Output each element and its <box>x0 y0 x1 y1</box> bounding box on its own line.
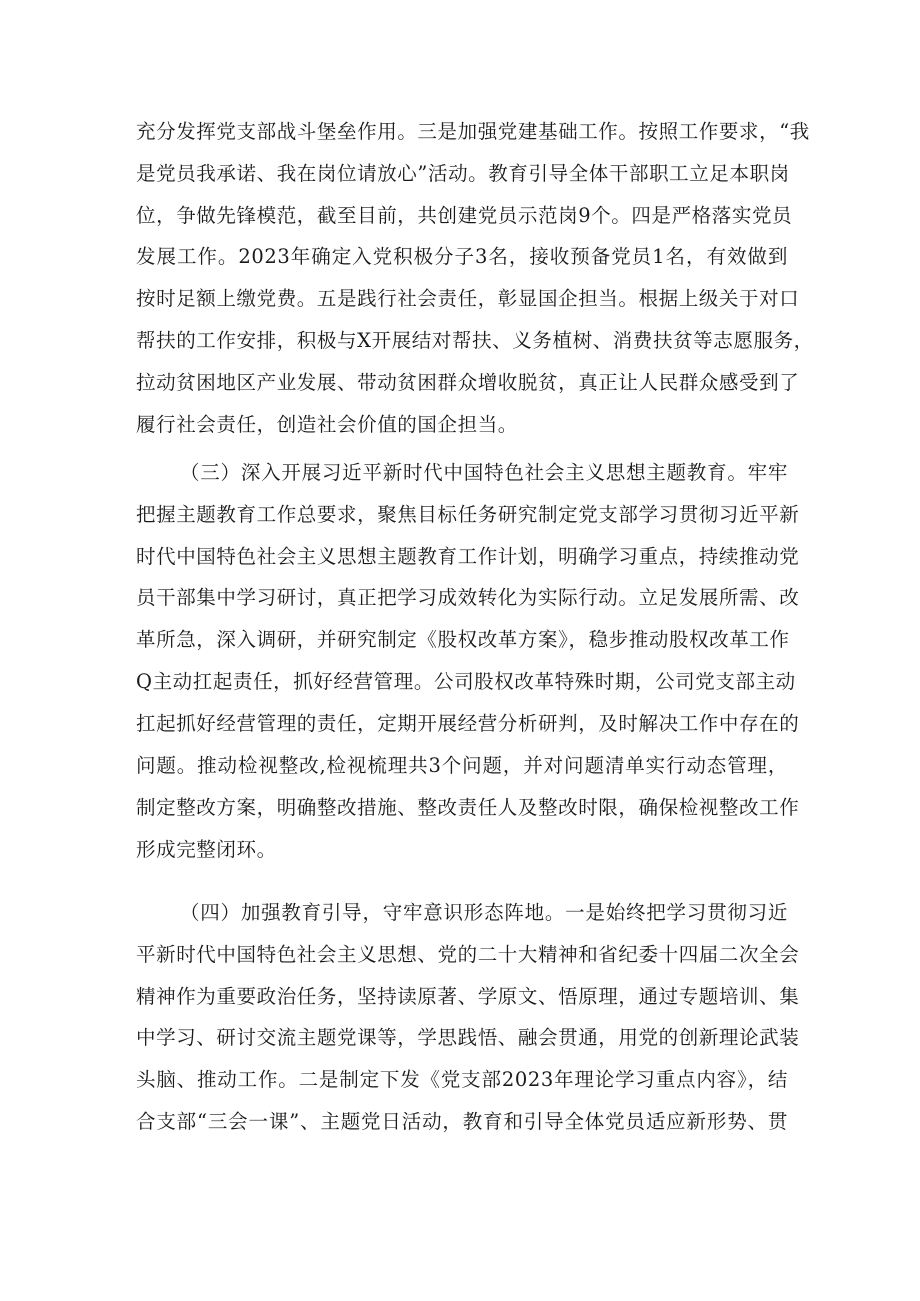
text-line: 中学习、研讨交流主题党课等，学思践悟、融会贯通，用党的创新理论武装 <box>136 1026 800 1049</box>
text-line: 拉动贫困地区产业发展、带动贫困群众增收脱贫，真正让人民群众感受到了 <box>136 371 800 394</box>
text-line: 革所急，深入调研，并研究制定《股权改革方案》，稳步推动股权改革工作 <box>136 628 790 651</box>
text-line: 精神作为重要政治任务，坚持读原著、学原文、悟原理，通过专题培训、集 <box>136 985 800 1008</box>
text-line: 发展工作。2023年确定入党积极分子3名，接收预备党员1名，有效做到 <box>136 245 788 268</box>
text-line: 形成完整闭环。 <box>136 838 277 861</box>
paragraph-heading-line: （四）加强教育引导，守牢意识形态阵地。一是始终把学习贯彻习近 <box>180 901 788 924</box>
text-line: 是党员我承诺、我在岗位请放心”活动。教育引导全体干部职工立足本职岗 <box>136 162 790 185</box>
text-line: 时代中国特色社会主义思想主题教育工作计划，明确学习重点，持续推动党 <box>136 545 800 568</box>
text-line: 按时足额上缴党费。五是践行社会责任，彰显国企担当。根据上级关于对口 <box>136 287 800 310</box>
text-line: 扛起抓好经营管理的责任，定期开展经营分析研判，及时解决工作中存在的 <box>136 712 800 735</box>
text-line: 充分发挥党支部战斗堡垒作用。三是加强党建基础工作。按照工作要求，“我 <box>136 120 810 143</box>
text-line: 合支部“三会一课”、主题党日活动，教育和引导全体党员适应新形势、贯 <box>136 1110 788 1133</box>
text-line: 把握主题教育工作总要求，聚焦目标任务研究制定党支部学习贯彻习近平新 <box>136 503 800 526</box>
text-line: 平新时代中国特色社会主义思想、党的二十大精神和省纪委十四届二次全会 <box>136 943 800 966</box>
text-line: 员干部集中学习研讨，真正把学习成效转化为实际行动。立足发展所需、改 <box>136 586 800 609</box>
text-line: 位，争做先锋模范，截至目前，共创建党员示范岗9个。四是严格落实党员 <box>136 204 793 227</box>
text-line: Q主动扛起责任，抓好经营管理。公司股权改革特殊时期，公司党支部主动 <box>136 670 796 693</box>
text-line: 帮扶的工作安排，积极与X开展结对帮扶、义务植树、消费扶贫等志愿服务， <box>136 329 814 352</box>
paragraph-heading-line: （三）深入开展习近平新时代中国特色社会主义思想主题教育。牢牢 <box>180 461 788 484</box>
text-line: 履行社会责任，创造社会价值的国企担当。 <box>136 413 518 436</box>
text-line: 问题。推动检视整改,检视梳理共3个问题，并对问题清单实行动态管理， <box>136 754 788 777</box>
text-line: 头脑、推动工作。二是制定下发《党支部2023年理论学习重点内容》，结 <box>136 1068 788 1091</box>
text-line: 制定整改方案，明确整改措施、整改责任人及整改时限，确保检视整改工作 <box>136 796 800 819</box>
